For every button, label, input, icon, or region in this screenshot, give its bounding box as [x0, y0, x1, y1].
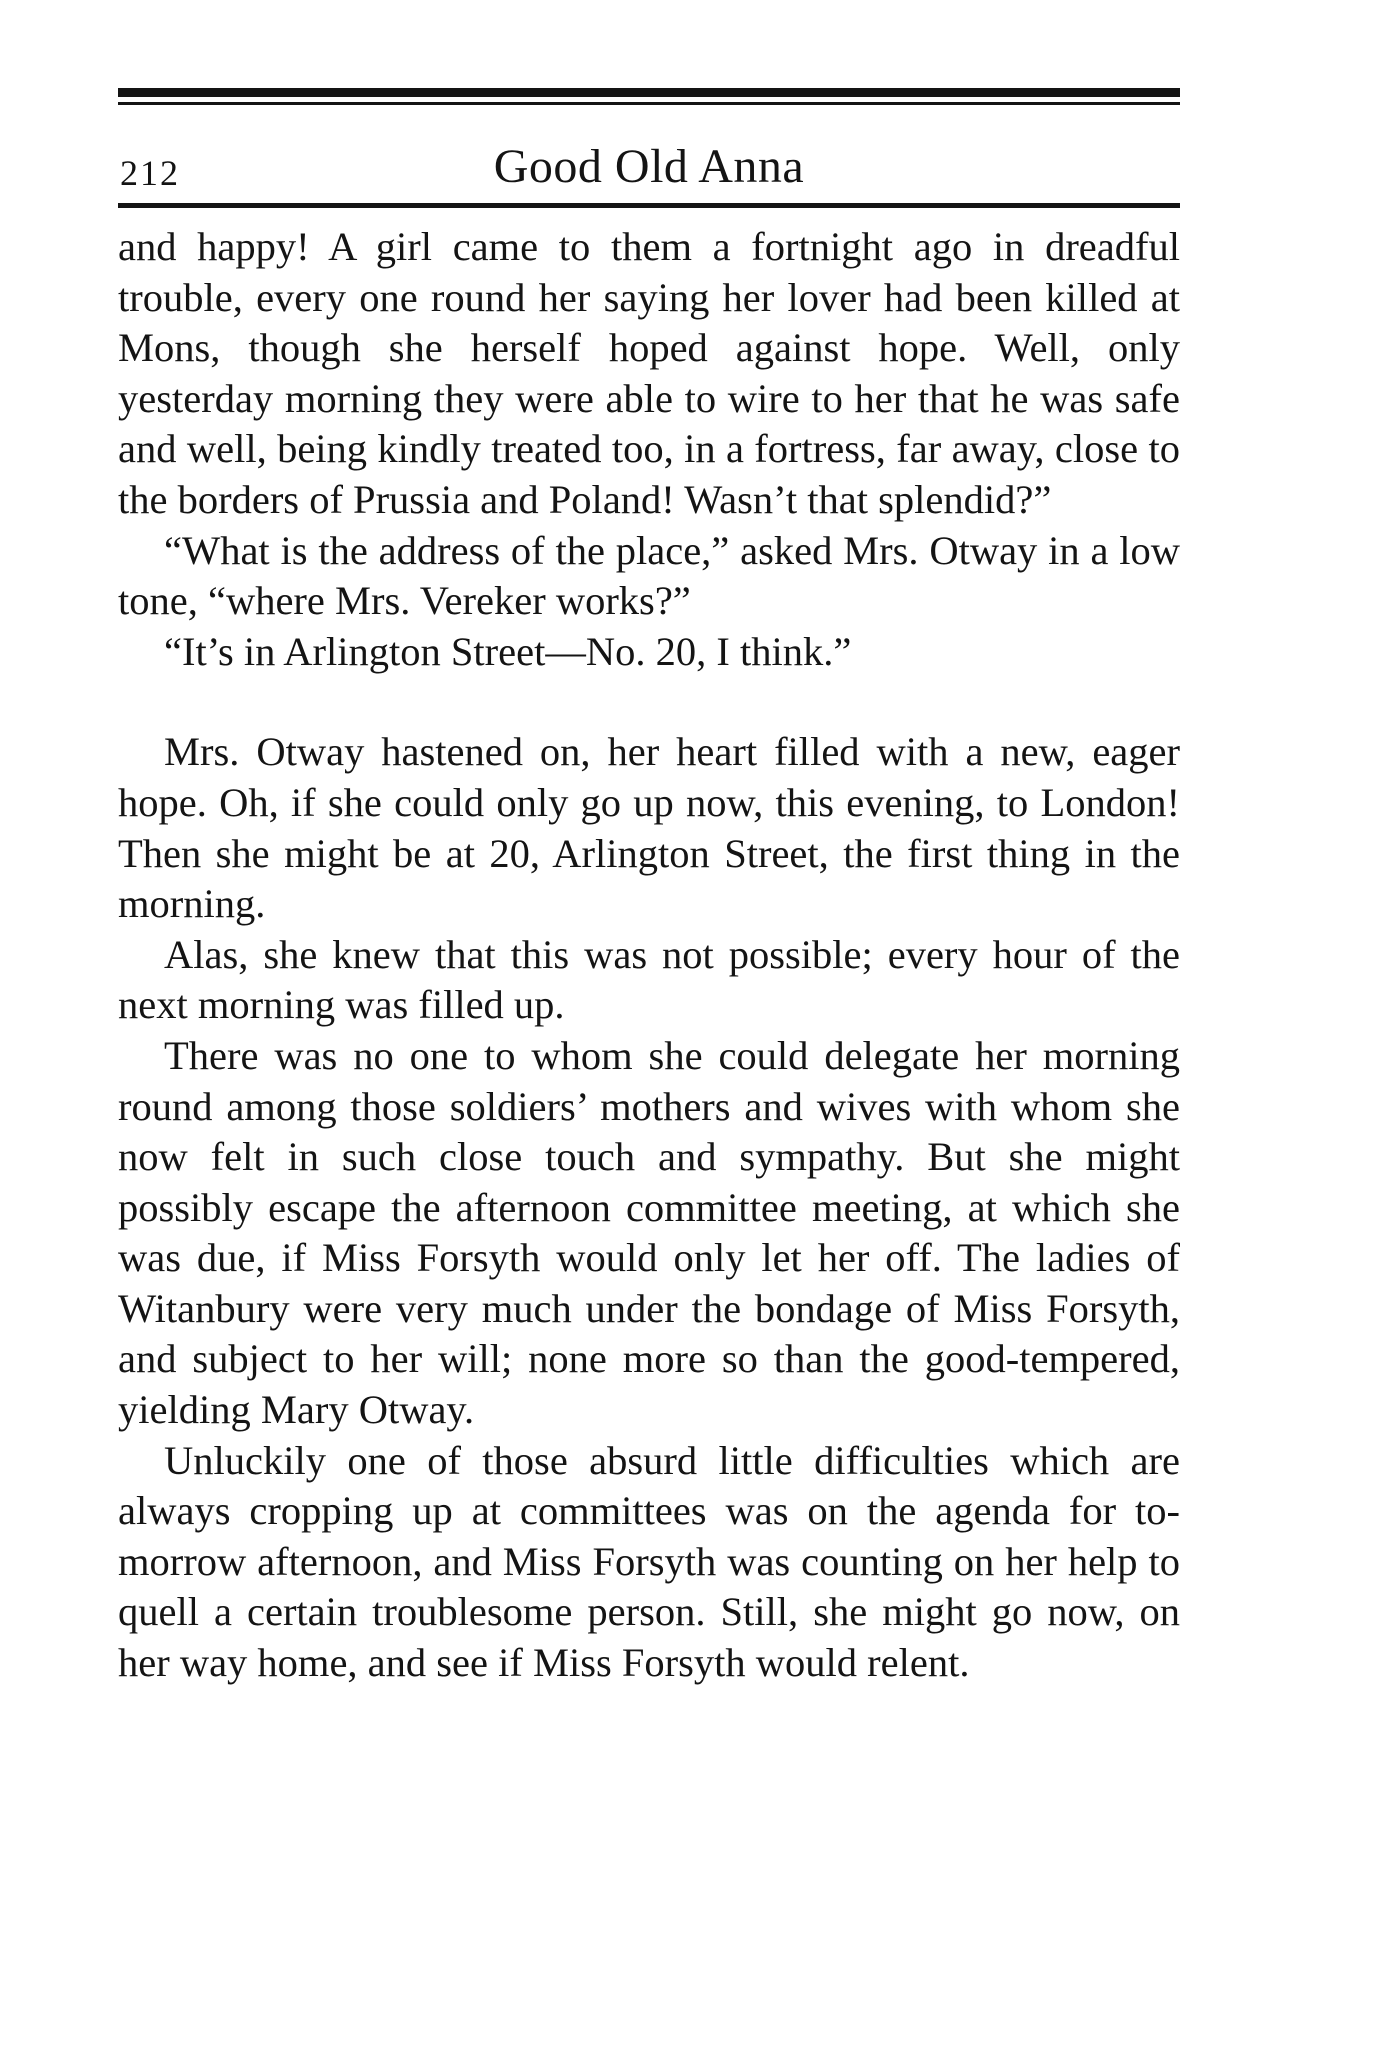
body-text: [118, 222, 1180, 1689]
paragraph: Alas, she knew that this was not possible; every hour of the next morning was filled up.: [118, 931, 1180, 1028]
paragraph: “It’s in Arlington Street—No. 20, I think.”: [164, 628, 852, 674]
header-rule-bottom: [118, 203, 1180, 208]
paragraph-continued: and happy! A girl came to them a fortnight ago in dreadful trouble, every one round her saying her lover had been killed at Mons, though she herself hoped against hope. Well, only yesterday morning they were able to wire to her that he was safe and well, being kindly treated too, in a fortress, far away, close to the borders of Prussia and Poland! Wasn’t that splendid?”: [118, 224, 1180, 522]
header-rule-thick: [118, 88, 1180, 97]
running-title: Good Old Anna: [493, 140, 805, 193]
page-header: [118, 105, 1180, 193]
page-number: 212: [120, 153, 180, 193]
paragraph: Unluckily one of those absurd little difficulties which are always cropping up at committees was on the agenda for to-morrow afternoon, and Miss Forsyth was counting on her help to quell a certain troublesome person. Still, she might go now, on her way home, and see if Miss Forsyth would relent.: [118, 1437, 1180, 1686]
book-page: [118, 88, 1180, 1689]
paragraph: There was no one to whom she could delegate her morning round among those soldiers’ mothers and wives with whom she now felt in such close touch and sympathy. But she might possibly escape the afternoon committee meeting, at which she was due, if Miss Forsyth would only let her off. The ladies of Witanbury were very much under the bondage of Miss Forsyth, and subject to her will; none more so than the good-tempered, yielding Mary Otway.: [118, 1032, 1180, 1433]
paragraph: Mrs. Otway hastened on, her heart filled with a new, eager hope. Oh, if she could only go up now, this evening, to London! Then she might be at 20, Arlington Street, the first thing in the morning.: [118, 729, 1180, 927]
paragraph: “What is the address of the place,” asked Mrs. Otway in a low tone, “where Mrs. Vereker works?”: [118, 527, 1180, 624]
